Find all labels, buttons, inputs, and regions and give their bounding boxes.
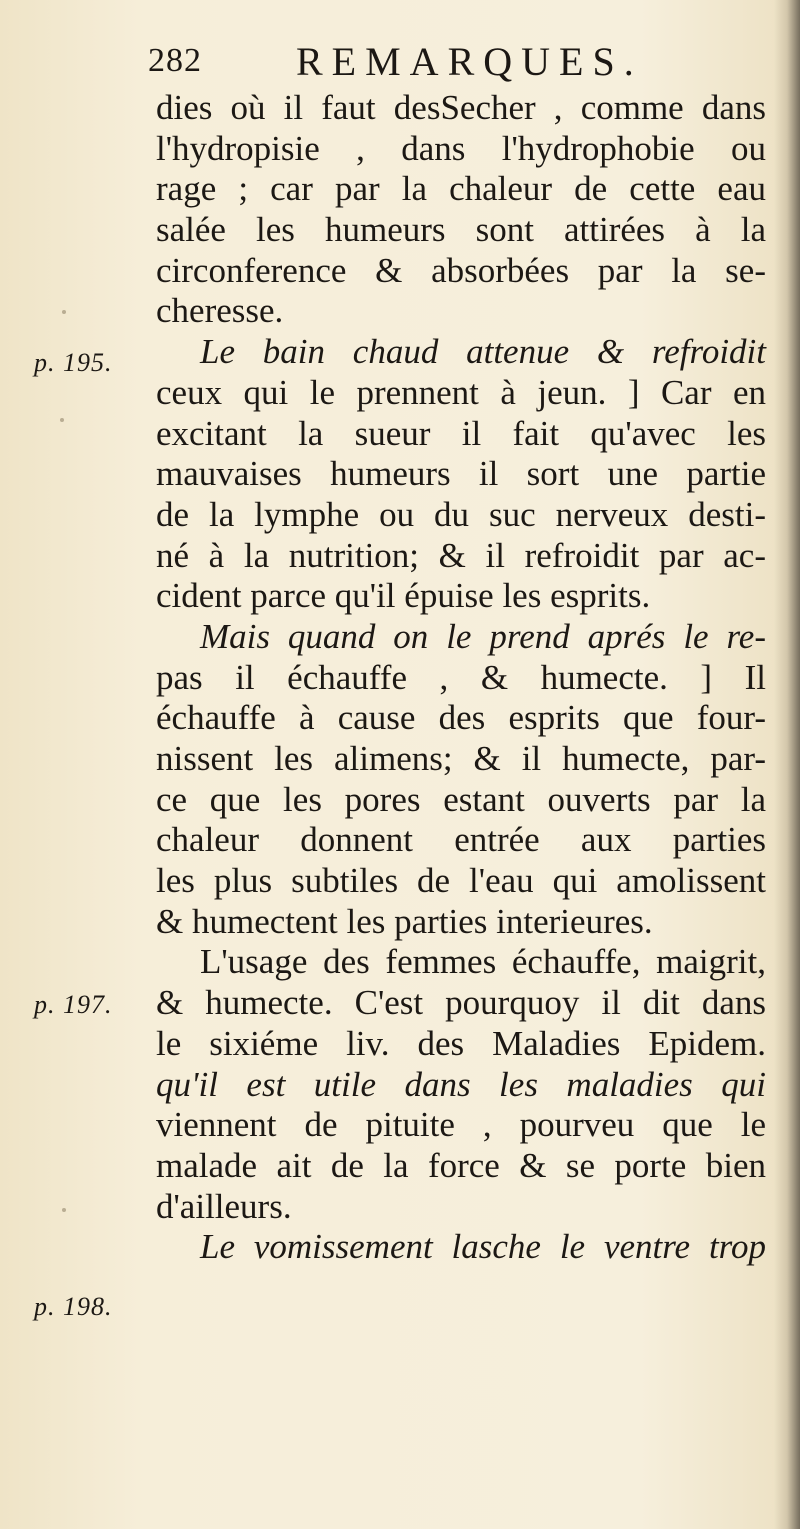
paper-speck <box>62 1208 66 1212</box>
text-line: né à la nutrition; & il refroidit par ac- <box>156 535 766 575</box>
text-line-italic: Le bain chaud attenue & refroidit <box>200 332 766 372</box>
text-line: chaleur donnent entrée aux parties <box>156 820 766 860</box>
page-number: 282 <box>148 42 202 79</box>
text-line: le sixiéme liv. des Maladies Epidem. <box>156 1023 766 1063</box>
running-head: REMARQUES. <box>296 39 643 84</box>
text-line: & humectent les parties interieures. <box>156 901 653 941</box>
text-line: l'hydropisie , dans l'hydrophobie ou <box>156 128 766 168</box>
text-line: ce que les pores estant ouverts par la <box>156 779 766 819</box>
text-line: d'ailleurs. <box>156 1186 292 1226</box>
text-line: salée les humeurs sont attirées à la <box>156 210 766 250</box>
text-line: cheresse. <box>156 291 284 331</box>
text-line: L'usage des femmes échauffe, maigrit, <box>200 942 766 982</box>
text-line: cident parce qu'il épuise les esprits. <box>156 576 651 616</box>
body-text <box>156 88 766 1268</box>
text-line: les plus subtiles de l'eau qui amolissent <box>156 861 766 901</box>
text-line-italic: qu'il est utile dans les maladies qui <box>156 1064 766 1104</box>
paper-speck <box>60 418 64 422</box>
text-line: circonference & absorbées par la se- <box>156 250 766 290</box>
margin-note-p197: p. 197. <box>34 990 113 1019</box>
text-line: & humecte. C'est pourquoy il dit dans <box>156 983 766 1023</box>
margin-note-p198: p. 198. <box>34 1292 113 1321</box>
paper-speck <box>62 310 66 314</box>
text-line-italic: Le vomissement lasche le ventre trop <box>200 1227 766 1267</box>
margin-note-p195: p. 195. <box>34 348 113 377</box>
text-line: ceux qui le prennent à jeun. ] Car en <box>156 372 766 412</box>
text-line: mauvaises humeurs il sort une partie <box>156 454 766 494</box>
text-line: rage ; car par la chaleur de cette eau <box>156 169 766 209</box>
page-gutter-shadow <box>774 0 800 1529</box>
text-line: viennent de pituite , pourveu que le <box>156 1105 766 1145</box>
text-line: excitant la sueur il fait qu'avec les <box>156 413 766 453</box>
page-header <box>148 38 668 88</box>
text-line: malade ait de la force & se porte bien <box>156 1145 766 1185</box>
text-line: de la lymphe ou du suc nerveux desti- <box>156 494 766 534</box>
text-line: échauffe à cause des esprits que four- <box>156 698 766 738</box>
text-line: dies où il faut desSecher , comme dans <box>156 88 766 127</box>
text-line: pas il échauffe , & humecte. ] Il <box>156 657 766 697</box>
text-line: nissent les alimens; & il humecte, par- <box>156 739 766 778</box>
text-line-italic: Mais quand on le prend aprés le re- <box>200 616 766 656</box>
